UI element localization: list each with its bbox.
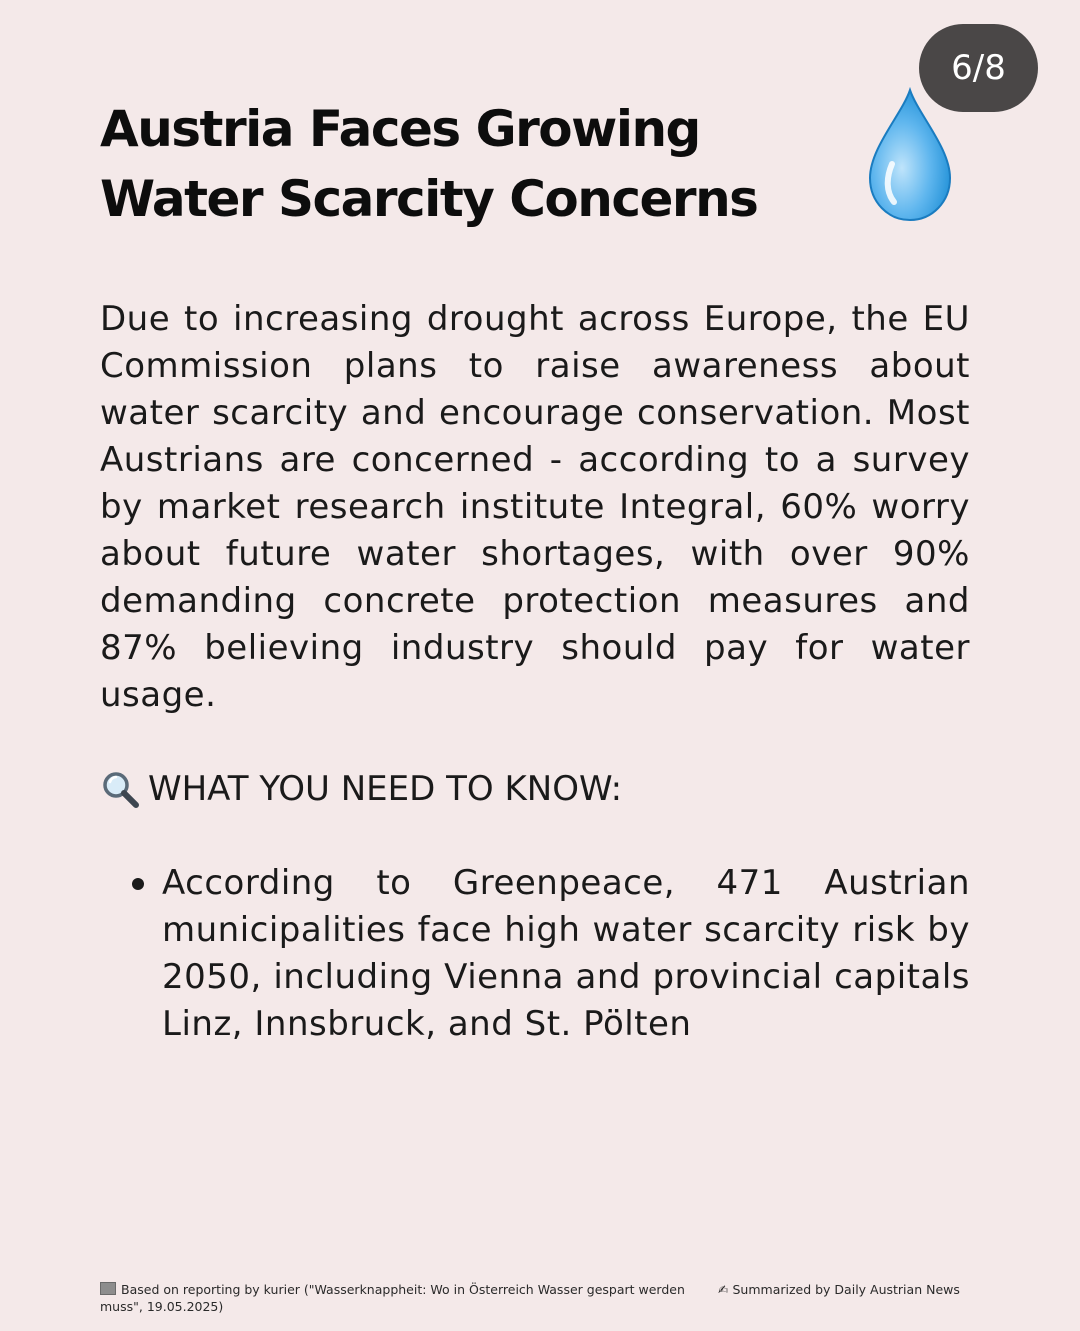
list-item <box>100 860 970 1048</box>
credit-attribution <box>718 1281 978 1298</box>
source-text: Based on reporting by kurier ("Wasserknappheit: Wo in Österreich Wasser gespart werden muss", 19.05.2025) <box>100 1282 685 1314</box>
newspaper-icon <box>100 1282 116 1295</box>
section-heading-text: WHAT YOU NEED TO KNOW: <box>148 769 623 809</box>
bullet-text: According to Greenpeace, 471 Austrian municipalities face high water scarcity risk by 2050, including Vienna and provincial capitals Linz, Innsbruck, and St. Pölten <box>162 863 970 1044</box>
magnifier-icon <box>100 769 140 809</box>
bullet-list <box>100 860 970 1048</box>
source-attribution <box>100 1281 690 1315</box>
body-paragraph: Due to increasing drought across Europe, the EU Commission plans to raise awareness about water scarcity and encourage conservation. Most Austrians are concerned - according to a survey by market research institute Integral, 60% worry about future water shortages, with over 90% demanding concrete protection measures and 87% believing industry should pay for water usage. <box>100 299 970 715</box>
bullet-dot <box>132 878 144 890</box>
section-heading <box>100 764 622 814</box>
slide-title: Austria Faces Growing Water Scarcity Concerns <box>100 100 758 228</box>
slide-counter-badge: 6/8 <box>919 24 1038 112</box>
water-droplet-icon <box>862 86 958 226</box>
credit-text: Summarized by Daily Austrian News <box>732 1282 960 1297</box>
writing-hand-icon: ✍ <box>718 1282 729 1297</box>
